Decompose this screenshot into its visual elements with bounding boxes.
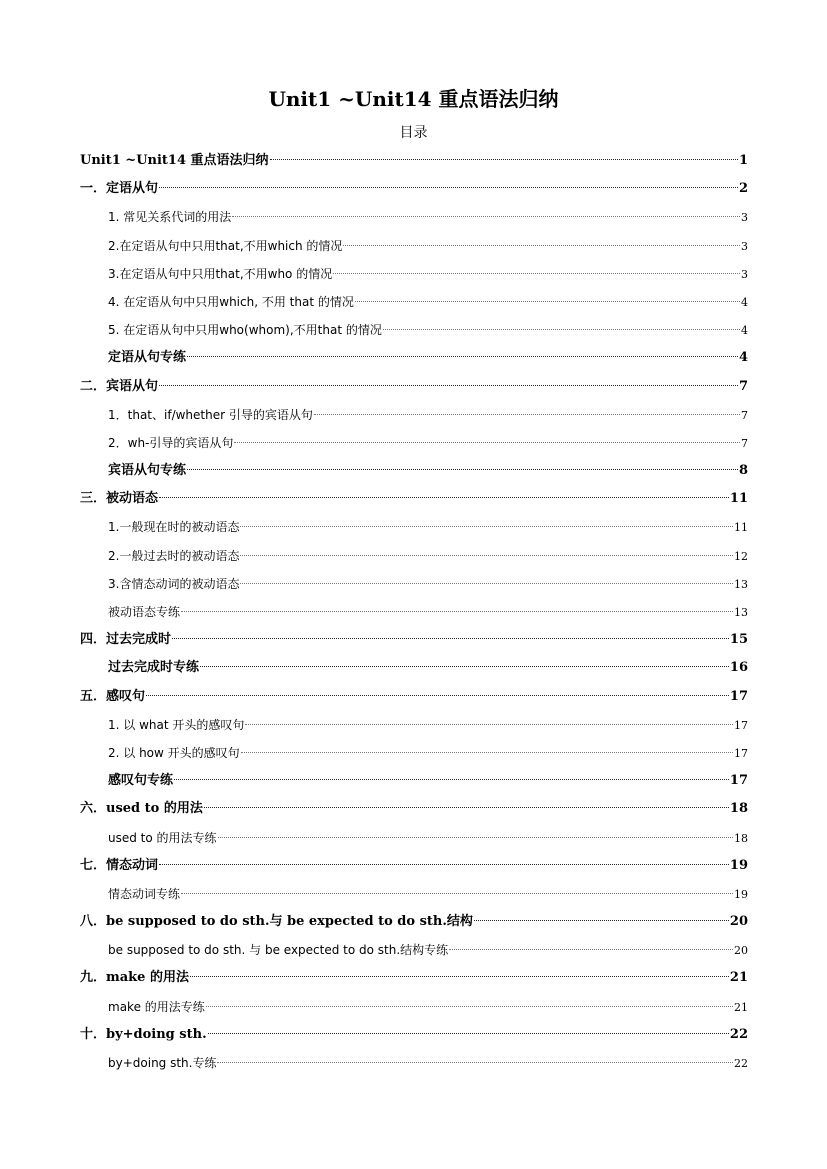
toc-entry-page: 19 [734, 887, 748, 901]
toc-entry-title: 九．make 的用法 [80, 970, 189, 986]
toc-entry-title: 2．wh-引导的宾语从句 [108, 435, 234, 450]
dot-leader [159, 385, 738, 386]
toc-entry-page: 21 [729, 970, 748, 986]
toc-entry-page: 22 [729, 1026, 748, 1042]
toc-entry[interactable] [80, 852, 748, 880]
dot-leader [217, 1062, 733, 1063]
toc-entry-title: 3.在定语从句中只用that,不用who 的情况 [108, 266, 333, 281]
toc-entry-page: 21 [734, 1000, 748, 1014]
dot-leader [240, 526, 733, 527]
toc-entry[interactable] [80, 654, 748, 682]
toc-entry-page: 7 [741, 408, 748, 422]
toc-entry[interactable] [80, 739, 748, 767]
toc-entry[interactable] [80, 683, 748, 711]
dot-leader [474, 920, 729, 921]
toc-entry-title: 2.一般过去时的被动语态 [108, 548, 240, 563]
toc-entry-page: 13 [734, 606, 748, 619]
toc-entry-page: 8 [738, 463, 748, 479]
toc-entry-page: 3 [741, 267, 748, 281]
toc-entry-page: 19 [729, 857, 748, 873]
toc-entry[interactable] [80, 964, 748, 992]
toc-entry[interactable] [80, 260, 748, 288]
dot-leader [333, 273, 740, 274]
dot-leader [208, 1033, 729, 1034]
toc-entry-page: 3 [741, 211, 748, 225]
toc-entry[interactable] [80, 1049, 748, 1077]
toc-entry-title: 定语从句专练 [108, 350, 187, 366]
dot-leader [159, 497, 729, 498]
toc-entry-title: 2. 以 how 开头的感叹句 [108, 745, 240, 760]
toc-entry-title: be supposed to do sth. 与 be expected to do sth.结构专练 [108, 943, 449, 958]
toc-entry[interactable] [80, 429, 748, 457]
toc-entry[interactable] [80, 457, 748, 485]
dot-leader [270, 159, 738, 160]
toc-entry[interactable] [80, 542, 748, 570]
dot-leader [181, 611, 733, 612]
toc-entry-page: 11 [734, 521, 748, 535]
toc-entry[interactable] [80, 401, 748, 429]
toc-entry-page: 4 [738, 350, 748, 366]
toc-entry-title: 十．by+doing sth. [80, 1026, 207, 1042]
dot-leader [245, 724, 733, 725]
toc-entry-page: 4 [741, 324, 748, 338]
toc-entry-page: 4 [741, 295, 748, 309]
dot-leader [241, 752, 733, 753]
dot-leader [343, 245, 740, 246]
toc-entry-title: by+doing sth.专练 [108, 1056, 217, 1070]
toc-entry-page: 22 [734, 1057, 748, 1070]
toc-entry[interactable] [80, 936, 748, 964]
toc-entry-title: 宾语从句专练 [108, 463, 187, 479]
toc-entry-title: make 的用法专练 [108, 999, 205, 1014]
toc-entry[interactable] [80, 824, 748, 852]
dot-leader [204, 807, 729, 808]
toc-entry-page: 2 [738, 181, 748, 197]
dot-leader [159, 864, 729, 865]
dot-leader [159, 187, 738, 188]
toc-heading: 目录 [399, 125, 428, 141]
toc-entry-page: 12 [734, 549, 748, 563]
toc-entry-title: 八．be supposed to do sth.与 be expected to do sth.结构 [80, 914, 473, 930]
dot-leader [449, 949, 733, 950]
toc-entry-title: 七．情态动词 [80, 857, 159, 873]
toc-entry-title: 三．被动语态 [80, 491, 159, 507]
toc-entry-page: 7 [738, 378, 748, 394]
toc-entry[interactable] [80, 288, 748, 316]
toc-entry-page: 17 [729, 688, 748, 704]
toc-entry[interactable] [80, 880, 748, 908]
dot-leader [187, 356, 738, 357]
toc-entry-page: 17 [729, 773, 748, 789]
dot-leader [232, 216, 740, 217]
toc-entry-title: 2.在定语从句中只用that,不用which 的情况 [108, 238, 343, 253]
dot-leader [218, 837, 733, 838]
toc-entry[interactable] [80, 795, 748, 823]
toc-entry-page: 7 [741, 436, 748, 450]
dot-leader [383, 329, 740, 330]
toc-entry-page: 1 [738, 153, 748, 168]
dot-leader [181, 893, 733, 894]
toc-entry[interactable] [80, 147, 748, 175]
toc-entry[interactable] [80, 203, 748, 231]
toc-entry-page: 20 [734, 944, 748, 958]
dot-leader [172, 638, 729, 639]
toc-entry-title: Unit1 ~Unit14 重点语法归纳 [80, 153, 269, 168]
toc-entry-title: 五．感叹句 [80, 688, 146, 704]
toc-entry[interactable] [80, 316, 748, 344]
toc-entry-title: 过去完成时专练 [108, 660, 200, 676]
dot-leader [240, 555, 733, 556]
toc-entry-title: 感叹句专练 [108, 773, 174, 789]
toc-entry-title: 1.一般现在时的被动语态 [108, 520, 240, 535]
dot-leader [240, 583, 733, 584]
toc-entry[interactable] [80, 711, 748, 739]
toc-entry-page: 18 [734, 831, 748, 845]
toc-entry-page: 17 [734, 718, 748, 732]
toc-entry[interactable] [80, 570, 748, 598]
dot-leader [234, 442, 740, 443]
toc-entry-title: 1. 以 what 开头的感叹句 [108, 717, 245, 732]
toc-entry-title: 3.含情态动词的被动语态 [108, 576, 240, 591]
dot-leader [206, 1006, 733, 1007]
toc-entry[interactable] [80, 344, 748, 372]
toc-entry-page: 13 [734, 577, 748, 591]
toc-entry-title: 1. 常见关系代词的用法 [108, 210, 232, 225]
table-of-contents [80, 147, 748, 1077]
toc-entry-page: 16 [729, 660, 748, 676]
toc-entry-page: 20 [729, 914, 748, 930]
toc-entry[interactable] [80, 626, 748, 654]
toc-entry[interactable] [80, 1021, 748, 1049]
toc-entry-title: 二．宾语从句 [80, 378, 159, 394]
toc-entry[interactable] [80, 485, 748, 513]
toc-entry-title: used to 的用法专练 [108, 830, 217, 845]
toc-entry-title: 六．used to 的用法 [80, 801, 203, 817]
toc-entry[interactable] [80, 767, 748, 795]
toc-entry-page: 11 [729, 491, 748, 507]
dot-leader [314, 414, 740, 415]
dot-leader [355, 301, 740, 302]
toc-entry-title: 四．过去完成时 [80, 632, 172, 648]
dot-leader [187, 469, 738, 470]
toc-entry-title: 4. 在定语从句中只用which, 不用 that 的情况 [108, 294, 354, 309]
dot-leader [190, 976, 729, 977]
toc-entry-page: 15 [729, 632, 748, 648]
toc-entry[interactable] [80, 373, 748, 401]
toc-entry-title: 5. 在定语从句中只用who(whom),不用that 的情况 [108, 323, 382, 338]
toc-entry[interactable] [80, 232, 748, 260]
document-title: Unit1 ~Unit14 重点语法归纳 [268, 87, 559, 111]
toc-entry-title: 1．that、if/whether 引导的宾语从句 [108, 407, 313, 422]
toc-entry-page: 17 [734, 746, 748, 760]
toc-entry[interactable] [80, 993, 748, 1021]
toc-entry[interactable] [80, 513, 748, 541]
toc-entry-page: 3 [741, 239, 748, 253]
toc-entry-title: 被动语态专练 [108, 605, 181, 619]
dot-leader [200, 666, 729, 667]
toc-entry-page: 18 [729, 801, 748, 817]
toc-entry[interactable] [80, 908, 748, 936]
dot-leader [146, 695, 729, 696]
toc-entry[interactable] [80, 598, 748, 626]
toc-entry[interactable] [80, 175, 748, 203]
dot-leader [174, 779, 729, 780]
toc-entry-title: 情态动词专练 [108, 886, 181, 901]
toc-entry-title: 一．定语从句 [80, 181, 159, 197]
